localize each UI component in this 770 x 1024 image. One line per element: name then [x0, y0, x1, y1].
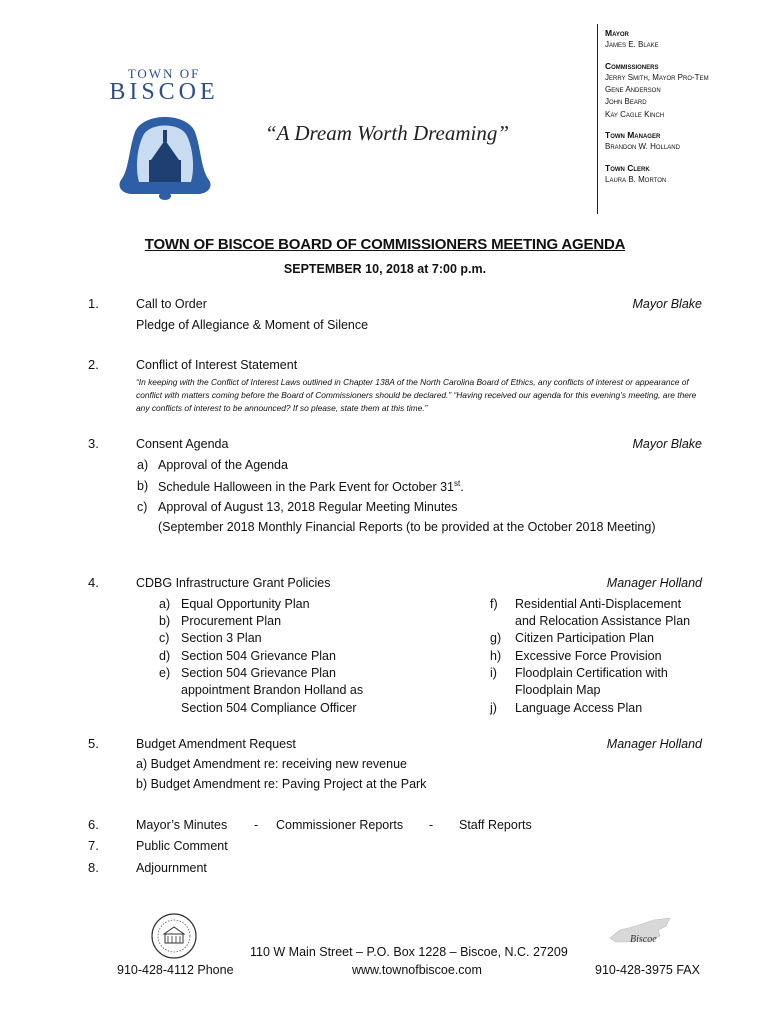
financial-note: (September 2018 Monthly Financial Reports (to be provided at the October 2018 Meeting) — [158, 520, 656, 534]
item-text: Conflict of Interest Statement — [136, 358, 298, 372]
sub-label: g) — [490, 631, 502, 645]
footer-fax: 910-428-3975 FAX — [595, 963, 700, 977]
item-presenter: Manager Holland — [606, 576, 702, 590]
sub-item: Residential Anti-Displacement — [515, 597, 682, 611]
sub-label: b) — [159, 614, 171, 628]
official-role: Town Manager — [605, 130, 661, 141]
item-text: Budget Amendment Request — [136, 737, 296, 751]
official-role: Mayor — [605, 28, 629, 38]
official-role: Town Clerk — [605, 162, 650, 173]
town-seal-icon — [150, 912, 198, 960]
sub-item: Excessive Force Provision — [515, 649, 662, 663]
sub-item-cont: Floodplain Map — [515, 683, 601, 697]
logo-biscoe: BISCOE — [109, 79, 219, 105]
separator-dash: - — [429, 818, 434, 832]
item-number: 7. — [88, 838, 99, 853]
item-number: 1. — [88, 296, 99, 311]
item-text: Commissioner Reports — [276, 818, 404, 832]
sub-label: c) — [137, 500, 148, 514]
official-name: Jerry Smith, Mayor Pro-Tem — [605, 72, 709, 82]
sub-label: c) — [159, 631, 170, 645]
sub-label: a) — [137, 458, 149, 472]
sub-item: Procurement Plan — [181, 614, 282, 628]
nc-map-logo-icon — [608, 912, 672, 952]
sub-item: Equal Opportunity Plan — [181, 597, 310, 611]
logo-town-of: TOWN OF — [127, 66, 201, 81]
item-number: 2. — [88, 357, 99, 372]
item-number: 4. — [88, 575, 99, 590]
sub-item: Approval of August 13, 2018 Regular Meeting Minutes — [158, 500, 458, 514]
town-logo — [105, 62, 235, 192]
sub-label: f) — [490, 597, 498, 611]
ordinal-suffix: st — [454, 479, 461, 488]
item-presenter: Manager Holland — [606, 737, 702, 751]
item-text: Public Comment — [136, 839, 228, 853]
sub-label: e) — [159, 666, 171, 680]
official-name: Brandon W. Holland — [605, 142, 680, 152]
officials-list — [605, 27, 709, 186]
item-presenter: Mayor Blake — [632, 437, 702, 451]
official-name: John Beard — [605, 97, 647, 107]
sub-item: Floodplain Certification with — [515, 666, 668, 680]
item-text: Call to Order — [136, 297, 207, 311]
agenda-title: TOWN OF BISCOE BOARD OF COMMISSIONERS MEETING AGENDA — [144, 236, 626, 253]
item-number: 3. — [88, 436, 99, 451]
item-text: Staff Reports — [459, 818, 532, 832]
sub-item: Approval of the Agenda — [158, 458, 288, 472]
map-logo-text: Biscoe — [630, 934, 657, 945]
sub-item: Citizen Participation Plan — [515, 631, 654, 645]
official-name: Gene Anderson — [605, 85, 661, 95]
sub-item-punct: . — [460, 480, 464, 495]
sub-item-cont: and Relocation Assistance Plan — [515, 614, 691, 628]
sub-label: h) — [490, 649, 502, 663]
sub-item-cont: Section 504 Compliance Officer — [181, 701, 357, 715]
official-name: Laura B. Morton — [605, 174, 667, 184]
item-text: b) Budget Amendment re: Paving Project at the Park — [136, 777, 427, 791]
sub-item — [158, 479, 464, 494]
officials-divider — [597, 24, 598, 214]
footer-phone: 910-428-4112 Phone — [117, 963, 234, 977]
town-motto: “A Dream Worth Dreaming” — [265, 121, 510, 145]
item-text: Consent Agenda — [136, 437, 229, 451]
official-name: Kay Cagle Kinch — [605, 109, 665, 119]
agenda-date: SEPTEMBER 10, 2018 at 7:00 p.m. — [283, 262, 487, 276]
bell-icon — [115, 108, 215, 202]
sub-item: Section 504 Grievance Plan — [181, 666, 336, 680]
official-name: James E. Blake — [605, 40, 659, 50]
item-text: a) Budget Amendment re: receiving new revenue — [136, 757, 407, 771]
footer-website[interactable]: www.townofbiscoe.com — [352, 963, 482, 977]
item-number: 5. — [88, 736, 99, 751]
sub-item-text: Schedule Halloween in the Park Event for October 31 — [158, 480, 455, 495]
item-text: CDBG Infrastructure Grant Policies — [136, 576, 331, 590]
sub-item: Section 504 Grievance Plan — [181, 649, 336, 663]
conflict-statement: “In keeping with the Conflict of Interest Laws outlined in Chapter 138A of the North Carolina Board of Ethics, any conflicts of interest or appearance of conflict with matters coming before the Board of Commissioners should be declared.” “Having received our agenda for this evening’s meeting, are there any conflicts of interest to be announced? If so please, state them at this time.” — [136, 377, 697, 413]
sub-label: d) — [159, 649, 171, 663]
item-presenter: Mayor Blake — [632, 297, 702, 311]
sub-label: a) — [159, 597, 171, 611]
official-role: Commissioners — [605, 60, 659, 71]
separator-dash: - — [254, 818, 259, 832]
item-text: Mayor’s Minutes — [136, 818, 228, 832]
sub-item: Language Access Plan — [515, 701, 643, 715]
sub-item-cont: appointment Brandon Holland as — [181, 683, 364, 697]
sub-label: b) — [137, 479, 149, 493]
item-text: Adjournment — [136, 861, 207, 875]
sub-label: i) — [490, 666, 497, 680]
item-number: 8. — [88, 860, 99, 875]
sub-item: Section 3 Plan — [181, 631, 262, 645]
footer-address: 110 W Main Street – P.O. Box 1228 – Biscoe, N.C. 27209 — [250, 945, 568, 959]
item-number: 6. — [88, 817, 99, 832]
sub-label: j) — [490, 701, 497, 715]
item-text: Pledge of Allegiance & Moment of Silence — [136, 318, 369, 332]
